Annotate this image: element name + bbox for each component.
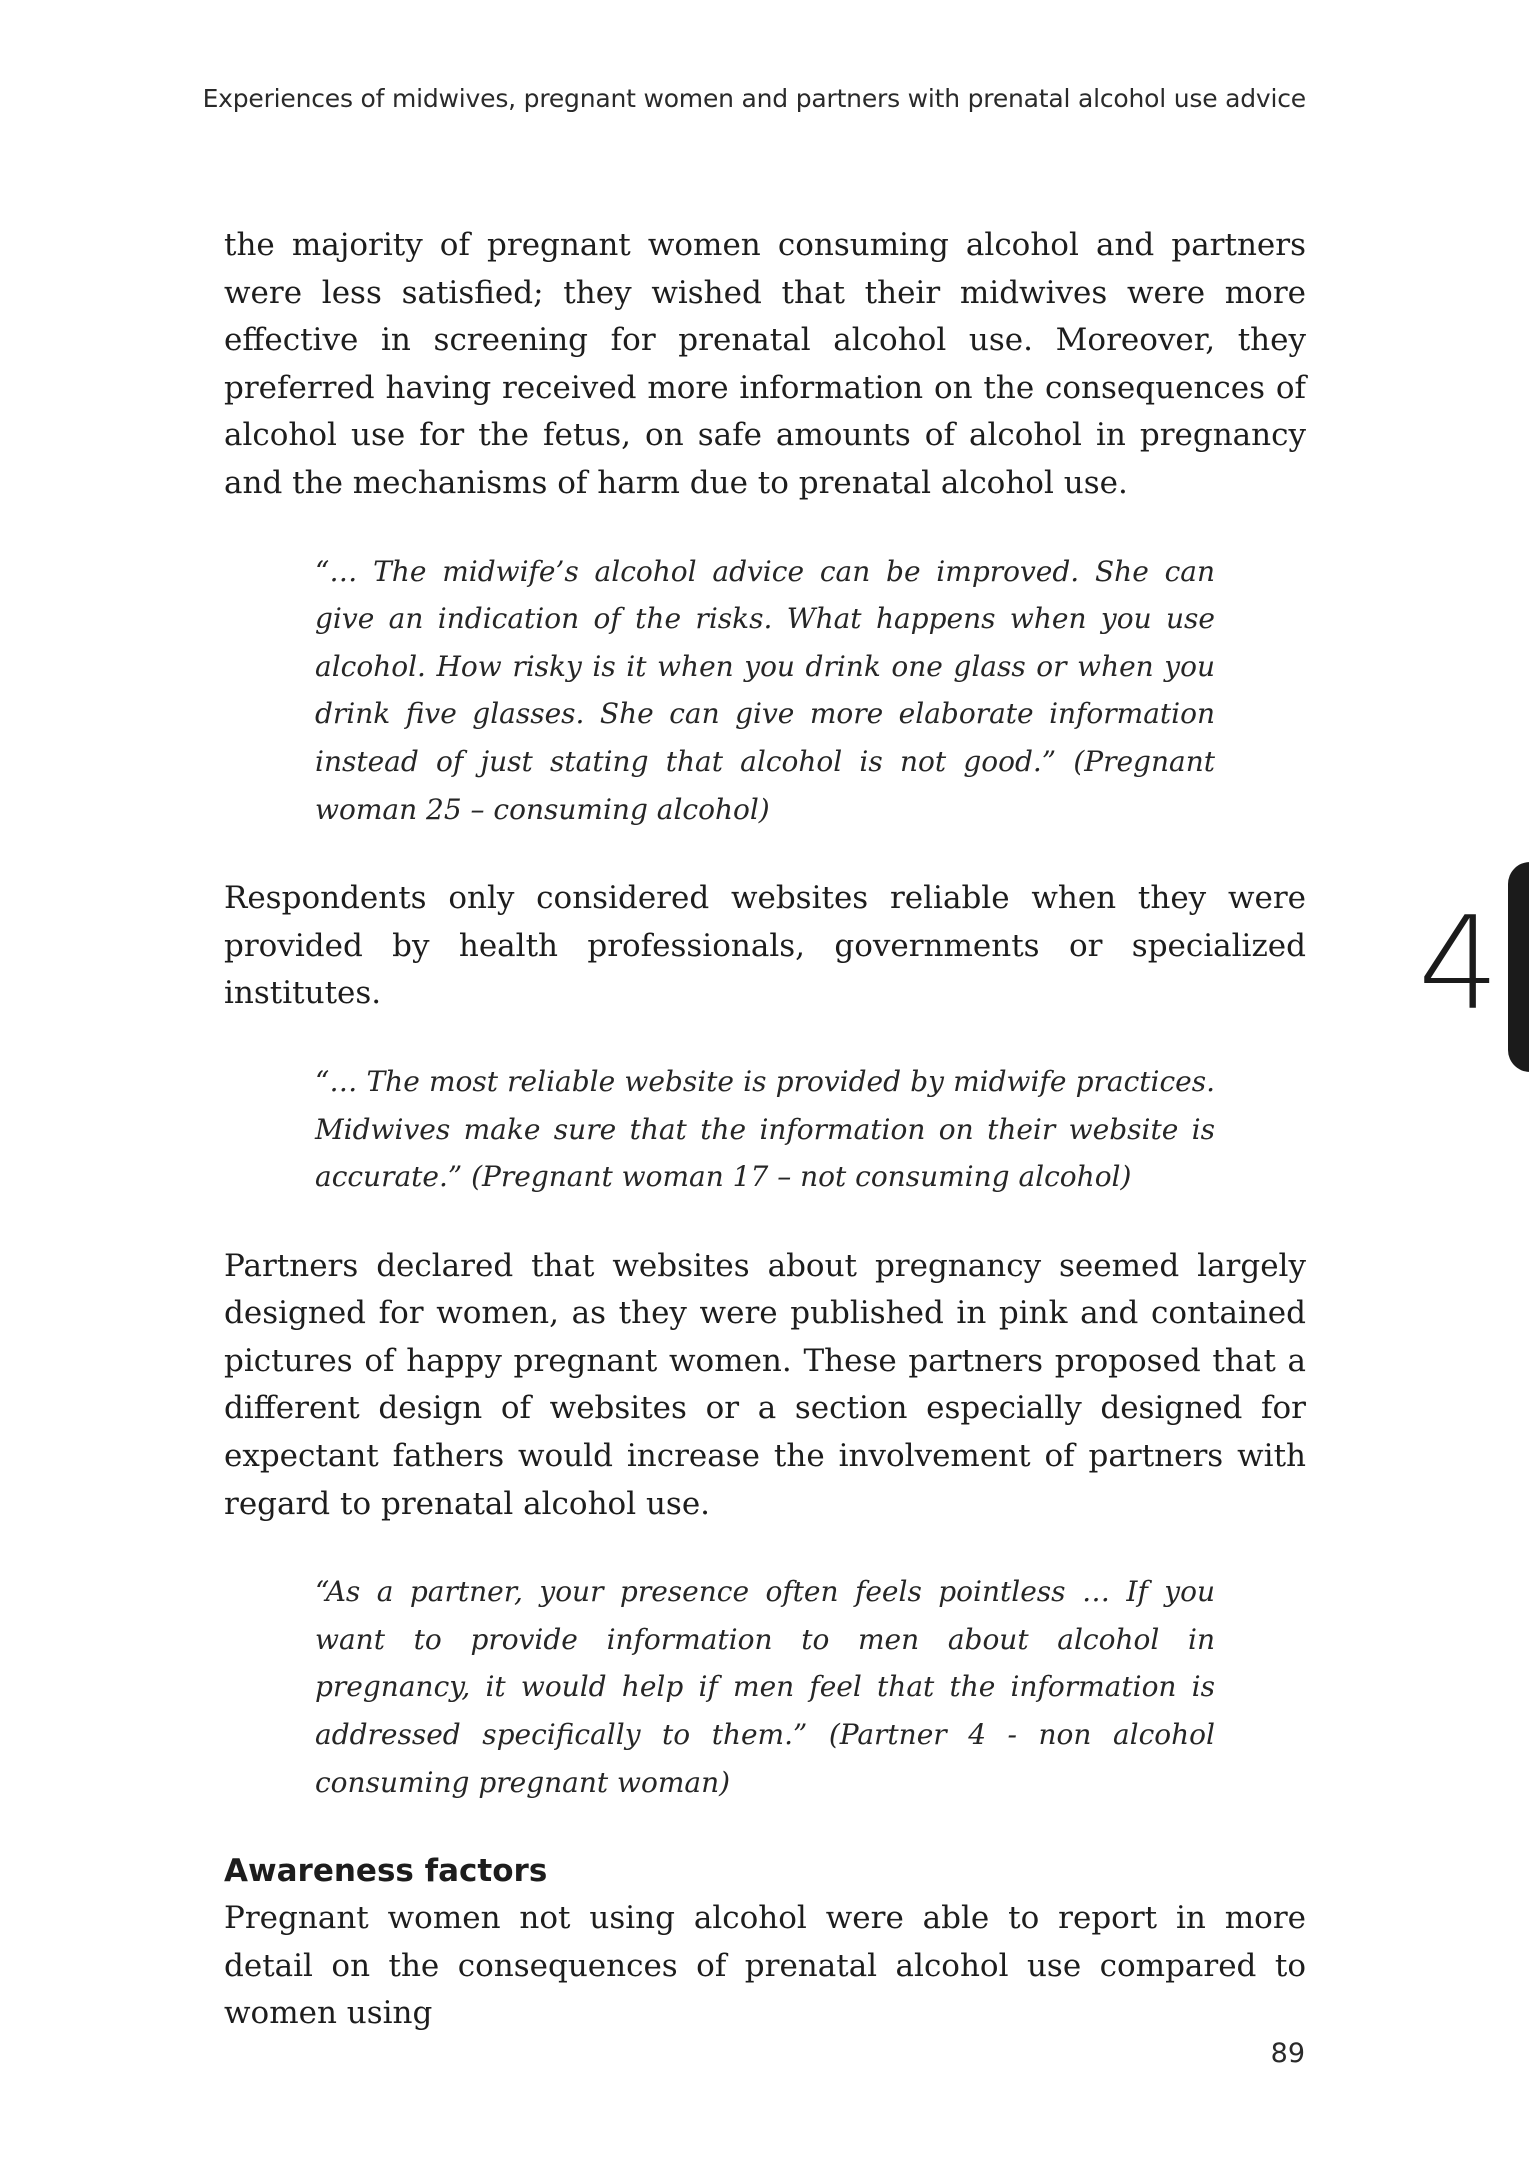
- page-number: 89: [1270, 2038, 1305, 2069]
- main-text-column: [224, 222, 1306, 2038]
- chapter-thumb-tab: [1508, 862, 1529, 1072]
- body-paragraph: Partners declared that websites about pregnancy seemed largely designed for women, as they were published in pink and contained pictures of happy pregnant women. These partners proposed that a different design of websites or a section especially designed for expectant fathers would increase the involvement of partners with regard to prenatal alcohol use.: [224, 1247, 1306, 1522]
- chapter-number: 4: [1418, 890, 1500, 1039]
- body-paragraph: Respondents only considered websites reliable when they were provided by health professionals, governments or specialized institutes.: [224, 880, 1306, 1012]
- block-quote: “… The most reliable website is provided by midwife practices. Midwives make sure that the information on their website is accurate.” (Pregnant woman 17 – not consuming alcohol): [315, 1064, 1215, 1194]
- block-quote: “As a partner, your presence often feels pointless … If you want to provide information to men about alcohol in pregnancy, it would help if men feel that the information is addressed specifically to them.” (Partner 4 - non alcohol consuming pregnant woman): [315, 1575, 1215, 1799]
- body-paragraph: Pregnant women not using alcohol were able to report in more detail on the consequences of prenatal alcohol use compared to women using: [224, 1900, 1306, 2032]
- block-quote: “… The midwife’s alcohol advice can be improved. She can give an indication of the risks. What happens when you use alcohol. How risky is it when you drink one glass or when you drink five glasses. She can give more elaborate information instead of just stating that alcohol is not good.” (Pregnant woman 25 – consuming alcohol): [315, 554, 1215, 826]
- body-paragraph: the majority of pregnant women consuming alcohol and partners were less satisfied; they wished that their midwives were more effective in screening for prenatal alcohol use. Moreover, they preferred having received more information on the consequences of alcohol use for the fetus, on safe amounts of alcohol in pregnancy and the mechanisms of harm due to prenatal alcohol use.: [224, 227, 1306, 501]
- running-header: Experiences of midwives, pregnant women and partners with prenatal alcohol use advice: [202, 84, 1306, 113]
- section-heading: Awareness factors: [224, 1853, 548, 1890]
